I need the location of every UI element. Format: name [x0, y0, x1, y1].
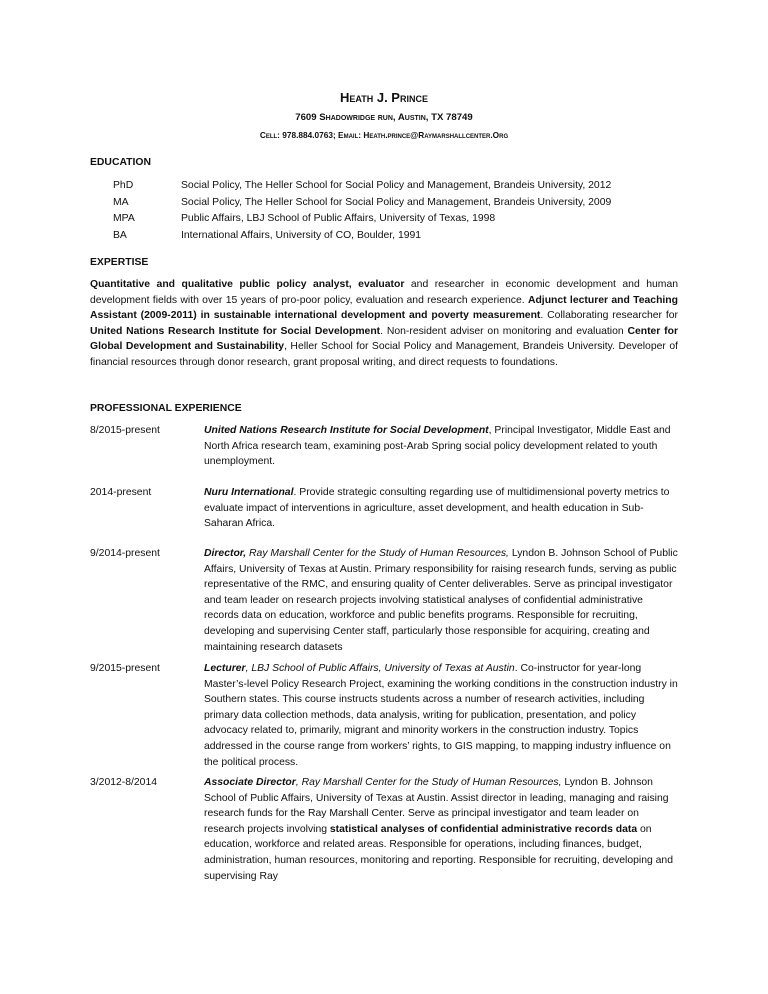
expertise-text: . Non-resident adviser on monitoring and evaluation [380, 325, 628, 337]
job-bold: statistical analyses of confidential administrative records data [329, 823, 638, 835]
expertise-paragraph [90, 277, 678, 371]
job-org: United Nations Research Institute for Social Development [204, 425, 489, 436]
job-text: on education, workforce and related areas. Responsible for operations, including finances, budget, administration, human resources, monitoring and reporting. Responsible for recruiting, developing and supervising Ray [204, 823, 673, 882]
job-entry [90, 546, 680, 655]
job-description [204, 423, 680, 470]
expertise-text: and researcher in economic development and human development fields with over 15 years of pro-poor policy, evaluation and research experience. [90, 279, 679, 306]
job-text: . Co-instructor for year-long Master’s-level Policy Research Project, examining the working conditions in the construction industry in Southern states. This course instructs students across a number of research activities, including primary data collection methods, data analysis, writing for publication, presentation, and policy advocacy related to, primarily, migrant and minority workers in the construction industry. Topics addressed in the course range from workers’ rights, to GIS mapping, to mapping industry influence on the political process. [204, 663, 678, 768]
expertise-bold: Adjunct lecturer and Teaching Assistant (2009-2011) in sustainable international development and poverty measurement [90, 294, 678, 322]
expertise-bold: Center for Global Development and Sustainability [90, 325, 679, 353]
job-date: 2014-present [90, 487, 152, 498]
job-date: 8/2015-present [90, 425, 160, 436]
education-row [113, 178, 611, 195]
experience-heading: PROFESSIONAL EXPERIENCE [90, 403, 242, 414]
education-list [113, 178, 611, 244]
job-title: Associate Director [204, 777, 296, 788]
job-org: Ray Marshall Center for the Study of Human Resources, [249, 548, 509, 559]
expertise-text: . Collaborating researcher for [540, 310, 678, 322]
degree-detail: International Affairs, University of CO, Boulder, 1991 [181, 229, 422, 241]
job-entry [90, 485, 680, 532]
job-entry [90, 775, 680, 884]
degree: MPA [113, 213, 135, 224]
degree: PhD [113, 180, 134, 191]
job-text: , Principal Investigator, Middle East and North Africa research team, examining post-Arab Spring social policy development related to youth unemployment. [204, 425, 671, 468]
expertise-text: , Heller School for Social Policy and Management, Brandeis University. Developer of financial resources through donor research, grant proposal writing, and direct requests to foundations. [90, 341, 678, 368]
education-row [113, 195, 611, 212]
contact-line: Cell: 978.884.0763; Email: Heath.prince@Raymarshallcenter.Org [259, 130, 509, 140]
job-org: Nuru International [204, 487, 294, 498]
expertise-bold: Quantitative and qualitative public policy analyst, evaluator [90, 279, 405, 290]
degree-detail: Social Policy, The Heller School for Social Policy and Management, Brandeis University, 2012 [181, 180, 612, 191]
job-entry [90, 423, 680, 470]
degree-detail: Public Affairs, LBJ School of Public Affairs, University of Texas, 1998 [181, 213, 496, 224]
job-title: Director, [204, 548, 247, 559]
expertise-bold: United Nations Research Institute for Social Development [90, 325, 381, 337]
job-entry [90, 661, 680, 770]
education-row [113, 211, 611, 228]
job-date: 9/2015-present [90, 663, 160, 674]
job-description [204, 546, 680, 655]
job-org: , LBJ School of Public Affairs, University of Texas at Austin [245, 663, 515, 674]
job-text: . Provide strategic consulting regarding use of multidimensional poverty metrics to evaluate impact of interventions in agriculture, asset development, and health education in Sub-Saharan Africa. [204, 487, 670, 530]
job-date: 9/2014-present [90, 548, 160, 559]
expertise-heading: EXPERTISE [90, 257, 149, 268]
job-date: 3/2012-8/2014 [90, 777, 158, 788]
degree: BA [113, 229, 127, 241]
education-row [113, 228, 611, 245]
education-heading: EDUCATION [90, 157, 151, 168]
job-description [204, 661, 680, 770]
resume-name: Heath J. Prince [340, 90, 428, 105]
job-text: Lyndon B. Johnson School of Public Affairs, University of Texas at Austin. Assist director in leading, managing and raising research funds for the Ray Marshall Center. Serve as principal investigator and team leader on research projects involving [204, 777, 669, 835]
job-description [204, 485, 680, 532]
degree-detail: Social Policy, The Heller School for Social Policy and Management, Brandeis University, 2009 [181, 196, 612, 208]
job-title: Lecturer [204, 663, 246, 674]
job-text: Lyndon B. Johnson School of Public Affairs, University of Texas at Austin. Primary responsibility for raising research funds, serving as public representative of the RMC, and ensuring quality of Center deliverables. Serve as principal investigator and team leader on research projects involving statistical analyses of confidential administrative records data on education, workforce and public benefits programs. Responsible for recruiting, developing and supervising Center staff, particularly those responsible for acquiring, creating and maintaining research datasets [204, 548, 678, 653]
job-description [204, 775, 680, 884]
address-line: 7609 Shadowridge run, Austin, TX 78749 [295, 112, 473, 123]
degree: MA [113, 196, 129, 208]
job-org: , Ray Marshall Center for the Study of Human Resources, [295, 777, 562, 788]
